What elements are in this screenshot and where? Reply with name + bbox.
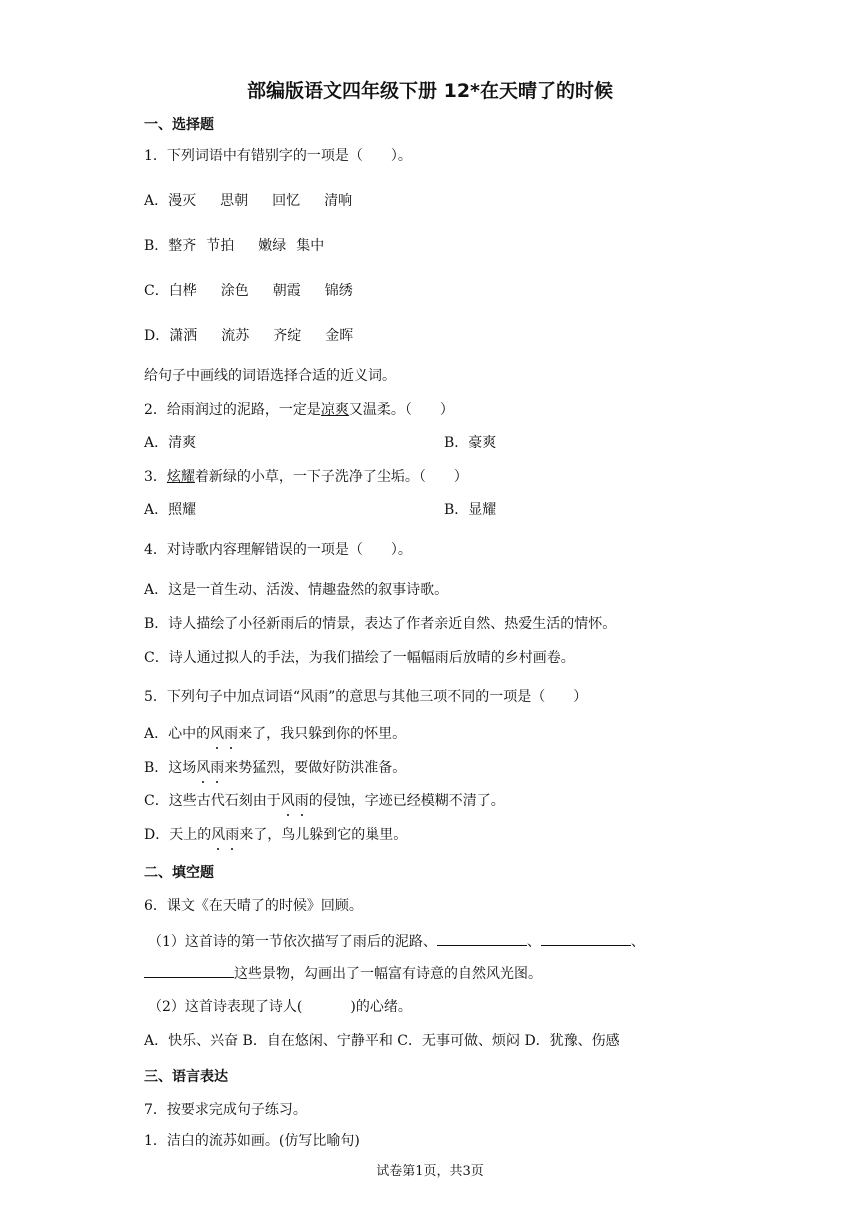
question-6-options: A．快乐、兴奋 B．自在悠闲、宁静平和 C．无事可做、烦闷 D．犹豫、伤感 (144, 1033, 620, 1049)
dotted-char: 风 (210, 726, 225, 742)
instruction-text: 给句子中画线的词语选择合适的近义词。 (144, 368, 396, 384)
question-1-option-b: B．整齐 节拍 嫩绿 集中 (144, 238, 325, 254)
question-3-stem: 3．炫耀着新绿的小草，一下子洗净了尘垢。（ ） (144, 469, 468, 485)
page-footer: 试卷第1页，共3页 (376, 1164, 484, 1179)
question-2-option-a: A．清爽 (144, 435, 197, 451)
question-5-stem: 5．下列句子中加点词语“风雨”的意思与其他三项不同的一项是（ ） (144, 689, 588, 705)
question-6-part-1-cont: 这些景物，勾画出了一幅富有诗意的自然风光图。 (144, 963, 542, 984)
question-6-part-2: （2）这首诗表现了诗人( )的心绪。 (148, 999, 412, 1015)
question-5-option-d: D．天上的风雨来了，鸟儿躲到它的巢里。 (144, 827, 408, 843)
question-6-stem: 6．课文《在天晴了的时候》回顾。 (144, 898, 363, 914)
dotted-char: 雨 (210, 760, 225, 776)
underlined-word: 凉爽 (320, 402, 349, 418)
section-heading-choice: 一、选择题 (144, 117, 214, 133)
dotted-char: 风 (196, 760, 211, 776)
question-6-part-1: （1）这首诗的第一节依次描写了雨后的泥路、 、 、 (148, 931, 645, 952)
dotted-char: 雨 (294, 793, 309, 809)
section-heading-expression: 三、语言表达 (144, 1069, 228, 1085)
dotted-char: 雨 (224, 726, 239, 742)
question-5-option-b: B．这场风雨来势猛烈，要做好防洪准备。 (144, 760, 407, 776)
section-heading-fill: 二、填空题 (144, 865, 214, 881)
question-1-option-c: C．白桦 涂色 朝霞 锦绣 (144, 283, 353, 299)
question-5-option-c: C．这些古代石刻由于风雨的侵蚀，字迹已经模糊不清了。 (144, 793, 505, 809)
question-4-stem: 4．对诗歌内容理解错误的一项是（ ）。 (144, 542, 412, 558)
answer-blank[interactable] (541, 931, 631, 946)
question-4-option-a: A．这是一首生动、活泼、情趣盎然的叙事诗歌。 (144, 582, 449, 598)
question-1-option-d: D．潇洒 流苏 齐绽 金晖 (144, 328, 354, 344)
answer-blank[interactable] (144, 963, 234, 978)
question-4-option-b: B．诗人描绘了小径新雨后的情景，表达了作者亲近自然、热爱生活的情怀。 (144, 616, 617, 632)
question-2-option-b: B．豪爽 (444, 435, 497, 451)
dotted-char: 雨 (225, 827, 240, 843)
answer-blank[interactable] (437, 931, 527, 946)
question-7-stem: 7．按要求完成句子练习。 (144, 1102, 307, 1118)
question-3-option-a: A．照耀 (144, 502, 197, 518)
dotted-char: 风 (211, 827, 226, 843)
question-4-option-c: C．诗人通过拟人的手法，为我们描绘了一幅幅雨后放晴的乡村画卷。 (144, 650, 575, 666)
underlined-word: 炫耀 (166, 469, 195, 485)
question-3-option-b: B．显耀 (444, 502, 497, 518)
question-7-sub-1: 1．洁白的流苏如画。(仿写比喻句) (144, 1133, 360, 1149)
question-5-option-a: A．心中的风雨来了，我只躲到你的怀里。 (144, 726, 407, 742)
dotted-char: 风 (280, 793, 295, 809)
question-1-stem: 1．下列词语中有错别字的一项是（ ）。 (144, 148, 412, 164)
question-2-stem: 2．给雨润过的泥路，一定是凉爽又温柔。（ ） (144, 402, 454, 418)
question-1-option-a: A．漫灭 思朝 回忆 清响 (144, 193, 353, 209)
page-title: 部编版语文四年级下册 12*在天晴了的时候 (247, 80, 613, 102)
